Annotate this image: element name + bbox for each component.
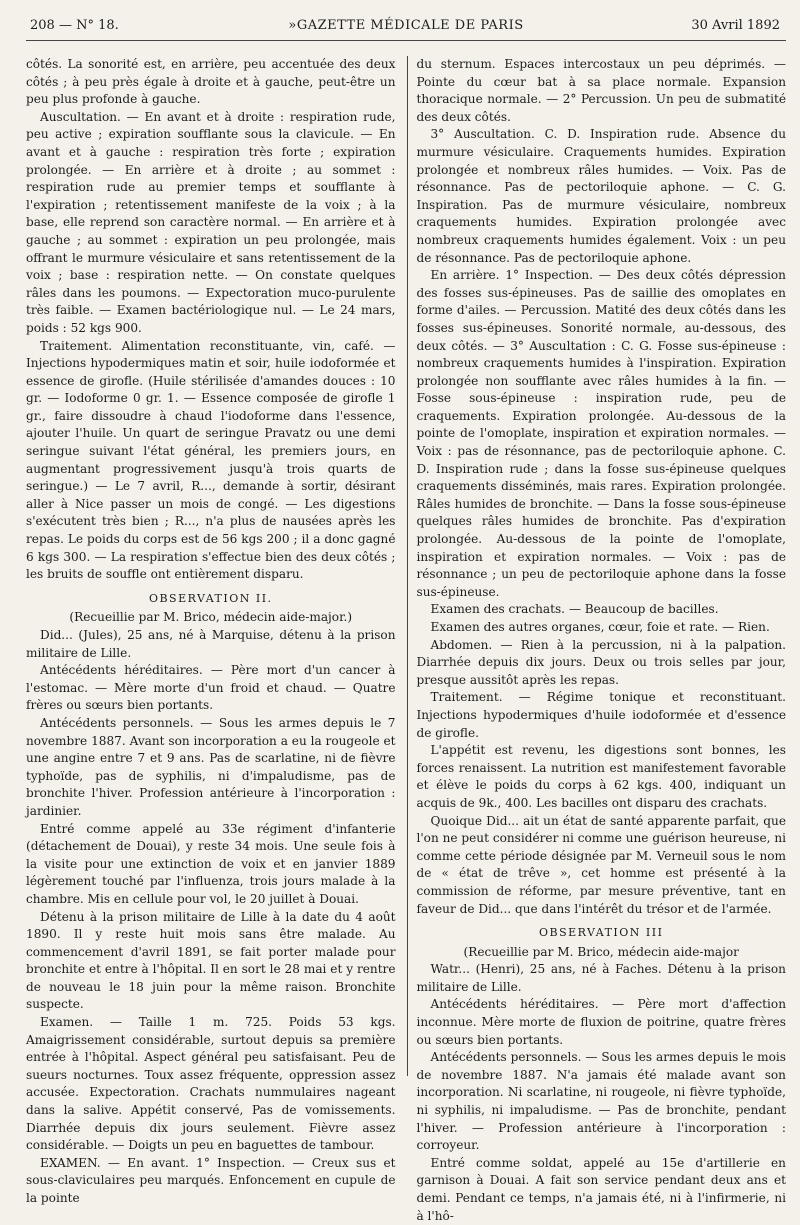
paragraph: Antécédents personnels. — Sous les armes depuis le mois de novembre 1887. N'a jamais été malade avant son incorporation. Ni scarlatine, ni rougeole, ni fièvre typhoïde, ni syphilis, ni impaludisme. — Pas de bronchite, pendant l'hiver. — Profession antérieure à l'incorporation : corroyeur. xyxy=(416,1050,786,1153)
paragraph: L'appétit est revenu, les digestions sont bonnes, les forces renaissent. La nutrition est manifestement favorable et élève le poids du corps à 62 kgs. 400, indiquant un acquis de 9k., 400. Les bacilles ont disparu des crachats. xyxy=(416,743,786,810)
paragraph: Antécédents personnels. — Sous les armes depuis le 7 novembre 1887. Avant son incorporation a eu la rougeole et une angine entre 7 et 9 ans. Pas de scarlatine, ni de fièvre typhoïde, pas de syphilis, ni d'impaludisme, pas de bronchite l'hiver. Profession antérieure à l'incorporation : jardinier. xyxy=(26,715,396,818)
paragraph: Did... (Jules), 25 ans, né à Marquise, détenu à la prison militaire de Lille. xyxy=(26,628,396,660)
paragraph: Examen. — Taille 1 m. 725. Poids 53 kgs. Amaigrissement considérable, surtout depuis sa première entrée à l'hôpital. Aspect général peu satisfaisant. Peu de sueurs nocturnes. Toux assez fréquente, oppression assez accusée. Expectoration. Crachats nummulaires nageant dans la salive. Appétit conservé, Pas de vomissements. Diarrhée depuis dix jours seulement. Fièvre assez considérable. — Doigts un peu en baguettes de tambour. xyxy=(26,1015,396,1153)
paragraph: EXAMEN. — En avant. 1° Inspection. — Creux sus et sous-claviculaires peu marqués. Enfoncement en cupule de la pointe xyxy=(26,1155,396,1205)
paragraph: Auscultation. — En avant et à droite : respiration rude, peu active ; expiration soufflante sous la clavicule. — En avant et à gauche : respiration très forte ; expiration prolongée. — En arrière et à droite ; au sommet : respiration rude au premier temps et soufflante à l'expiration ; retentissement manifeste de la voix ; à la base, elle reprend son caractère normal. — En arrière et à gauche ; au sommet : expiration un peu prolongée, mais offrant le murmure vésiculaire et sans retentissement de la voix ; base : respiration nette. — On constate quelques râles dans les poumons. — Expectoration muco-purulente très faible. — Examen bactériologique nul. — Le 24 mars, poids : 52 kgs 900. xyxy=(26,109,396,335)
paragraph: En arrière. 1° Inspection. — Des deux côtés dépression des fosses sus-épineuses. Pas de saillie des omoplates en forme d'ailes. — Percussion. Matité des deux côtés dans les fosses sus-épineuses. Sonorité normale, au-dessous, des deux côtés. — 3° Auscultation : C. G. Fosse sus-épineuse : nombreux craquements humides à l'inspiration. Expiration prolongée non soufflante avec râles humides à la fin. — Fosse sous-épineuse : inspiration rude, peu de craquements. Expiration prolongée. Au-dessous de la pointe de l'omoplate, inspiration et expiration normales. — Voix : pas de résonnance, pas de pectoriloquie aphone. C. D. Inspiration rude ; dans la fosse sus-épineuse quelques craquements disséminés, mais rares. Expiration prolongée. Râles humides de bronchite. — Dans la fosse sous-épineuse quelques râles humides de bronchite. Pas d'expiration prolongée. Au-dessous de la pointe de l'omoplate, inspiration et expiration normales. — Voix : pas de résonnance ; un peu de pectoriloquie aphone dans la fosse sus-épineuse. xyxy=(416,268,786,599)
issue-date: 30 Avril 1892 xyxy=(691,18,780,33)
paragraph: Entré comme soldat, appelé au 15e d'artillerie en garnison à Douai. A fait son service pendant deux ans et demi. Pendant ce temps, n'a jamais été, ni à l'infirmerie, ni à l'hô- xyxy=(416,1155,786,1223)
paragraph: du sternum. Espaces intercostaux un peu déprimés. — Pointe du cœur bat à sa place normale. Expansion thoracique normale. — 2° Percussion. Un peu de submatité des deux côtés. xyxy=(416,57,786,124)
paragraph: Examen des crachats. — Beaucoup de bacilles. xyxy=(430,602,719,617)
paragraph: Antécédents héréditaires. — Père mort d'un cancer à l'estomac. — Mère morte d'un froid et chaud. — Quatre frères ou sœurs bien portants. xyxy=(26,663,396,713)
paragraph: Abdomen. — Rien à la percussion, ni à la palpation. Diarrhée depuis dix jours. Deux ou trois selles par jour, presque aussitôt après les repas. xyxy=(416,637,786,687)
paragraph: côtés. La sonorité est, en arrière, peu accentuée des deux côtés ; à peu près égale à droite et à gauche, peut-être un peu plus profonde à gauche. xyxy=(26,57,396,107)
observation-heading: OBSERVATION III xyxy=(539,926,664,940)
paragraph: Traitement. — Régime tonique et reconstituant. Injections hypodermiques d'huile iodoformée et d'essence de girofle. xyxy=(416,690,786,740)
left-column xyxy=(26,56,402,1205)
paragraph: Détenu à la prison militaire de Lille à la date du 4 août 1890. Il y reste huit mois sans être malade. Au commencement d'avril 1891, se fait porter malade pour bronchite et entre à l'hôpital. Il en sort le 28 mai et y rentre de nouveau le 18 juin pour la même raison. Bronchite suspecte. xyxy=(26,909,396,1012)
column-divider xyxy=(407,56,408,1076)
observation-author: (Recueillie par M. Brico, médecin aide-major xyxy=(463,944,739,959)
page-header xyxy=(26,16,786,41)
paragraph: Entré comme appelé au 33e régiment d'infanterie (détachement de Douai), y reste 34 mois. Une seule fois à la visite pour une extinction de voix et en janvier 1889 légèrement touché par l'influenza, trois jours malade à la chambre. Mis en cellule pour vol, le 20 juillet à Douai. xyxy=(26,821,396,906)
paragraph: Examen des autres organes, cœur, foie et rate. — Rien. xyxy=(430,620,770,634)
paragraph: 3° Auscultation. C. D. Inspiration rude. Absence du murmure vésiculaire. Craquements humides. Expiration prolongée et nombreux râles humides. — Voix. Pas de résonnance. Pas de pectoriloquie aphone. — C. G. Inspiration. Pas de murmure vésiculaire, nombreux craquements humides. Expiration prolongée avec nombreux craquements humides également. Voix : un peu de résonnance. Pas de pectoriloquie aphone. xyxy=(416,127,786,265)
right-column xyxy=(412,56,786,1223)
text-columns xyxy=(26,56,786,1223)
observation-author: (Recueillie par M. Brico, médecin aide-major.) xyxy=(69,610,353,625)
paragraph: Antécédents héréditaires. — Père mort d'affection inconnue. Mère morte de fluxion de poitrine, quatre frères ou sœurs bien portants. xyxy=(416,997,786,1047)
observation-heading: OBSERVATION II. xyxy=(148,591,273,605)
paragraph: Quoique Did... ait un état de santé apparente parfait, que l'on ne peut considérer ni comme une guérison heureuse, ni comme cette période désignée par M. Verneuil sous le nom de « état de trêve », cet homme est présenté à la commission de réforme, par mesure préventive, tant en faveur de Did... que dans l'intérêt du trésor et de l'armée. xyxy=(416,813,786,916)
newspaper-page xyxy=(26,16,786,1223)
paragraph: Watr... (Henri), 25 ans, né à Faches. Détenu à la prison militaire de Lille. xyxy=(416,962,786,994)
page-number: 208 — N° 18. xyxy=(30,18,119,33)
paragraph: Traitement. Alimentation reconstituante, vin, café. — Injections hypodermiques matin et soir, huile iodoformée et essence de girofle. (Huile stérilisée d'amandes douces : 10 gr. — Iodoforme 0 gr. 1. — Essence composée de girofle 1 gr., faire dissoudre à chaud l'iodoforme dans l'essence, ajouter l'huile. Un quart de seringue Pravatz ou une demi seringue suivant l'état général, les premiers jours, en augmentant progressivement jusqu'à trois quarts de seringue.) — Le 7 avril, R..., demande à sortir, désirant aller à Nice passer un mois de congé. — Les digestions s'exécutent très bien ; R..., n'a plus de nausées après les repas. Le poids du corps est de 56 kgs 200 ; il a donc gagné 6 kgs 300. — La respiration s'effectue bien des deux côtés ; les bruits de souffle ont entièrement disparu. xyxy=(26,338,396,582)
journal-title: »GAZETTE MÉDICALE DE PARIS xyxy=(288,18,524,33)
